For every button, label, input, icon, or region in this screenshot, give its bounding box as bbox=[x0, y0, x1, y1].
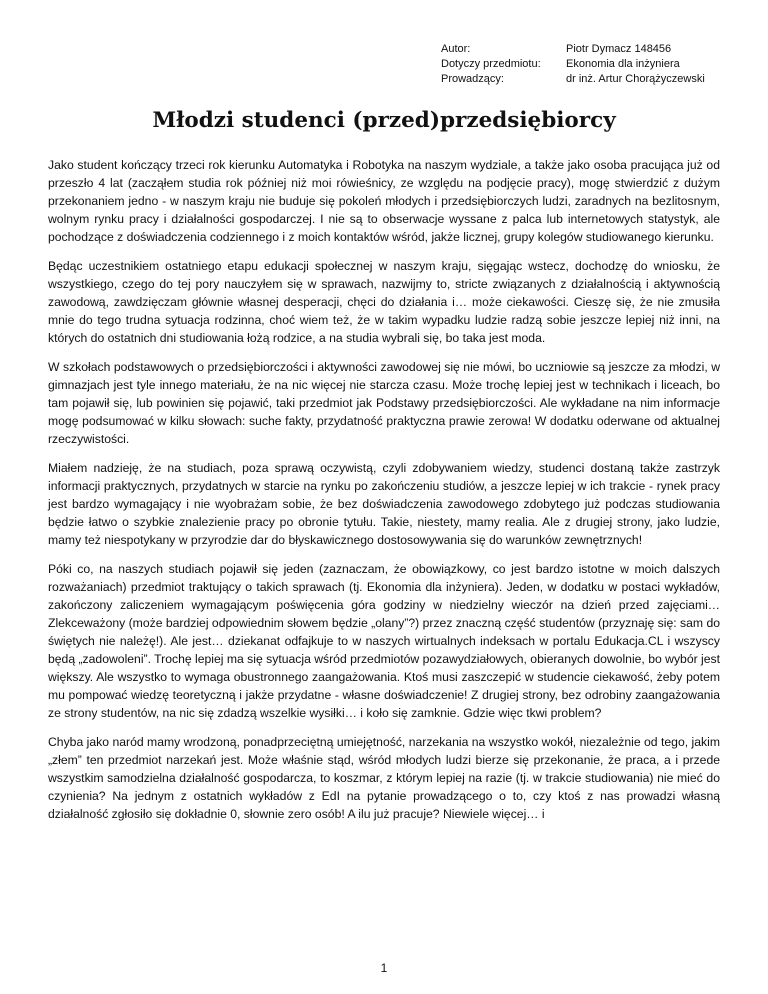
document-header-info bbox=[441, 42, 705, 87]
author-label: Autor: bbox=[441, 43, 471, 55]
subject-label: Dotyczy przedmiotu: bbox=[441, 58, 541, 70]
author-value: Piotr Dymacz 148456 bbox=[566, 43, 672, 55]
lecturer-value: dr inż. Artur Chorążyczewski bbox=[566, 73, 705, 85]
paragraph-3: W szkołach podstawowych o przedsiębiorczości i aktywności zawodowej się nie mówi, bo uczniowie są jeszcze za młodzi, w gimnazjach jest tyle innego materiału, że na nic więcej nie starcza czasu. Może trochę lepiej jest w technikach i liceach, bo tam pojawił się, lub powinien się pojawić, taki przedmiot jak Podstawy przedsiębiorczości. Ale wykładane na nim informacje mogę podsumować w kilku słowach: suche fakty, przydatność praktyczna prawie zerowa! W dodatku oderwane od aktualnej rzeczywistości. bbox=[48, 360, 720, 446]
paragraph-4: Miałem nadzieję, że na studiach, poza sprawą oczywistą, czyli zdobywaniem wiedzy, studenci dostaną także zastrzyk informacji praktycznych, przydatnych w starcie na rynku po zakończeniu studiów, a jeszcze lepiej w ich trakcie - rynek pracy jest bardzo wymagający i nie wyobrażam sobie, że bez doświadczenia zawodowego zdobytego już podczas studiowania będzie łatwo o szybkie znalezienie pracy po obronie tytułu. Takie, niestety, mamy realia. Ale z drugiej strony, jako ludzie, mamy też niespotykany w przyrodzie dar do błyskawicznego dostosowywania się do warunków zewnętrznych! bbox=[48, 461, 720, 547]
paragraph-2: Będąc uczestnikiem ostatniego etapu edukacji społecznej w naszym kraju, sięgając wstecz, dochodzę do wniosku, że wszystkiego, czego do tej pory nauczyłem się w sprawach, nazwijmy to, stricte związanych z działalnością i aktywnością zawodową, zawdzięczam głównie własnej desperacji, chęci do działania i… może ciekawości. Cieszę się, że nie zmusiła mnie do tego trudna sytuacja rodzinna, choć wiem też, że w takim wypadku ludzie radzą sobie jeszcze lepiej niż inni, na których do ostatnich dni studiowania łożą rodzice, a na studia wybrali się, bo taka jest moda. bbox=[48, 259, 720, 345]
document-title: Młodzi studenci (przed)przedsiębiorcy bbox=[152, 108, 616, 133]
document-body bbox=[48, 156, 720, 834]
subject-value: Ekonomia dla inżyniera bbox=[566, 58, 680, 70]
page-number: 1 bbox=[380, 961, 388, 975]
paragraph-1: Jako student kończący trzeci rok kierunku Automatyka i Robotyka na naszym wydziale, a także jako osoba pracująca już od przeszło 4 lat (zacząłem studia rok później niż moi rówieśnicy, ze względu na podjęcie pracy), mogę stwierdzić z dużym przekonaniem jedno - w naszym kraju nie buduje się pokoleń młodych i przedsiębiorczych ludzi, zaradnych na bezlitosnym, wolnym rynku pracy i działalności gospodarczej. I nie są to obserwacje wyssane z palca lub internetowych statystyk, ale pochodzące z doświadczenia codziennego i z moich kontaktów wśród, jakże licznej, grupy kolegów studiowanego kierunku. bbox=[48, 158, 720, 244]
paragraph-6: Chyba jako naród mamy wrodzoną, ponadprzeciętną umiejętność, narzekania na wszystko wokół, niezależnie od tego, jakim „złem” ten przedmiot narzekań jest. Może właśnie stąd, wśród młodych ludzi bierze się przekonanie, że praca, a i przede wszystkim samodzielna działalność gospodarcza, to koszmar, z którym lepiej na razie (tj. w trakcie studiowania) nie mieć do czynienia? Na jednym z ostatnich wykładów z EdI na pytanie prowadzącego o to, czy ktoś z nas prowadzi własną działalność zgłosiło się dokładnie 0, słownie zero osób! A ilu już pracuje? Niewiele więcej… i bbox=[48, 735, 720, 821]
paragraph-5: Póki co, na naszych studiach pojawił się jeden (zaznaczam, że obowiązkowy, co jest bardzo istotne w moich dalszych rozważaniach) przedmiot traktujący o takich sprawach (tj. Ekonomia dla inżyniera). Jeden, w dodatku w postaci wykładów, zakończony zaliczeniem wymagającym poświęcenia góra godziny w niedzielny wieczór na dzień przed zajęciami… Zlekceważony (może bardziej odpowiednim słowem będzie „olany”?) przez znaczną część studentów (przyznaję się: sam do świętych nie należę!). Ale jest… dziekanat odfajkuje to w naszych wirtualnych indeksach w portalu Edukacja.CL i wszyscy będą „zadowoleni”. Trochę lepiej ma się sytuacja wśród przedmiotów pozawydziałowych, obieranych dowolnie, bo wybór jest większy. Ale wszystko to wymaga obustronnego zaangażowania. Ktoś musi zaszczepić w studencie ciekawość, żeby potem mu pompować wiedzę teoretyczną i jakże przydatne - własne doświadczenie! Z drugiej strony, bez odrobiny zaangażowania ze strony studentów, na nic się zdadzą wszelkie wysiłki… i koło się zamknie. Gdzie więc tkwi problem? bbox=[48, 562, 721, 720]
lecturer-label: Prowadzący: bbox=[441, 73, 504, 85]
